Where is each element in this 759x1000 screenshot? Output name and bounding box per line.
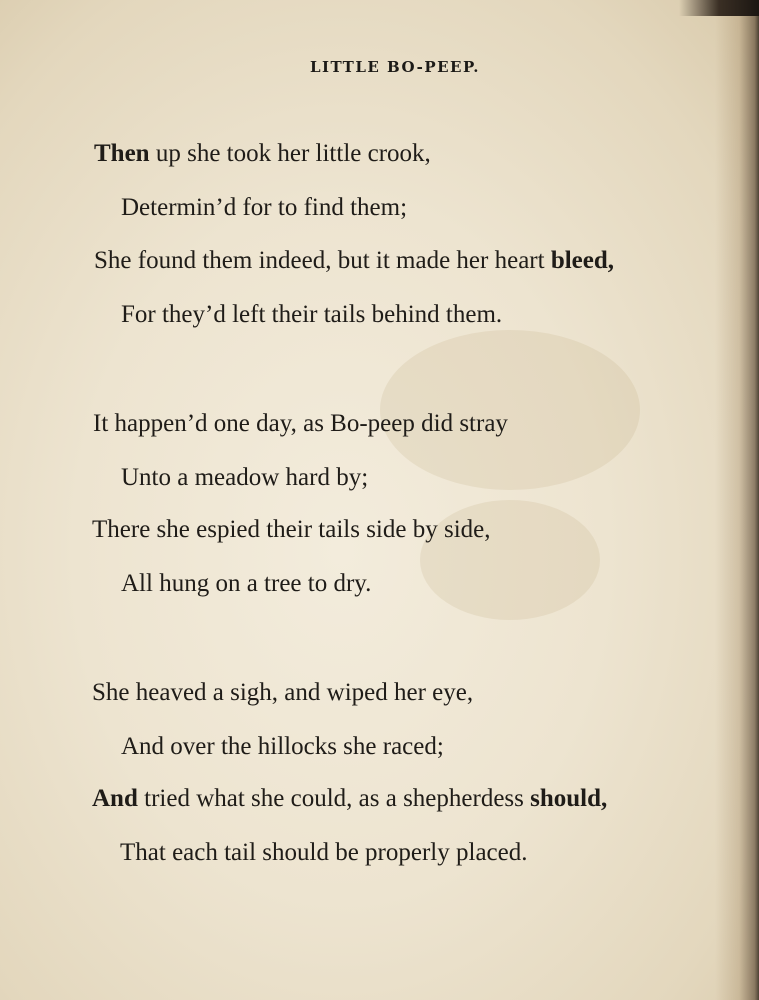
poem-line	[121, 571, 371, 596]
poem-line	[121, 465, 368, 490]
poem-line	[121, 302, 502, 327]
poem-line-text: She heaved a sigh, and wiped her eye,	[92, 679, 474, 706]
poem-line-tail: bleed,	[550, 247, 615, 274]
poem-line-lead: Then	[94, 140, 150, 167]
page-corner-shadow	[679, 0, 759, 16]
poem-line	[94, 141, 431, 166]
poem-line-lead: And	[92, 785, 138, 812]
running-head: LITTLE BO-PEEP.	[309, 58, 481, 76]
page-edge-shadow	[715, 0, 759, 1000]
poem-line-text: Unto a meadow hard by;	[121, 464, 369, 491]
poem-line-text: It happen’d one day, as Bo-peep did stray	[93, 410, 508, 437]
poem-line-text: There she espied their tails side by side,	[92, 516, 491, 543]
poem-line	[93, 411, 508, 436]
poem-line	[121, 195, 407, 220]
poem-line-text: She found them indeed, but it made her heart	[94, 247, 551, 274]
poem-line-text: Determin’d for to find them;	[121, 194, 408, 221]
poem-line	[121, 734, 444, 759]
poem-line	[120, 840, 527, 865]
poem-line-text: That each tail should be properly placed.	[120, 839, 528, 866]
poem-line-text: All hung on a tree to dry.	[121, 570, 372, 597]
poem-line	[94, 248, 614, 273]
poem-line-text: And over the hillocks she raced;	[121, 733, 444, 760]
poem-line	[92, 517, 491, 542]
poem-line-text: For they’d left their tails behind them.	[121, 301, 503, 328]
poem-line	[92, 680, 473, 705]
poem-line-tail: should,	[530, 785, 608, 812]
poem-line-text: up she took her little crook,	[149, 140, 431, 167]
poem-line-text: tried what she could, as a shepherdess	[137, 785, 531, 812]
poem-line	[92, 786, 607, 811]
